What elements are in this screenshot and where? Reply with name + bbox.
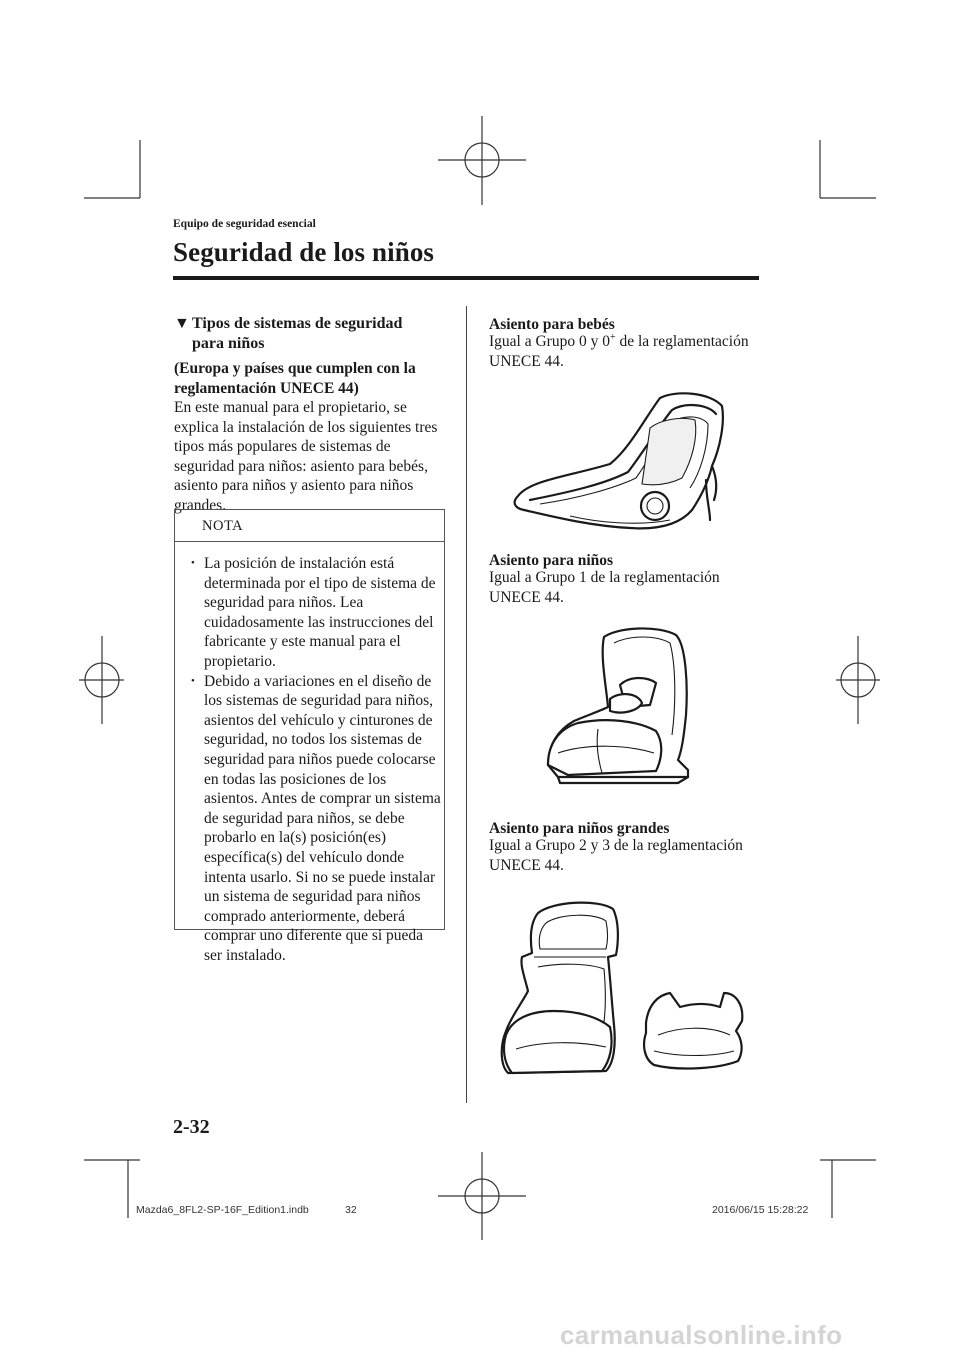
footer-timestamp: 2016/06/15 15:28:22 — [712, 1204, 809, 1216]
heading-line-1: Tipos de sistemas de seguridad — [192, 315, 403, 332]
infant-seat-text — [489, 332, 764, 371]
page-title: Seguridad de los niños — [173, 237, 435, 267]
junior-seat-text: Igual a Grupo 2 y 3 de la reglamentación UNECE 44. — [489, 837, 743, 874]
infant-text-a: Igual a Grupo 0 y 0 — [489, 333, 610, 350]
infant-seat-heading: Asiento para bebés — [489, 316, 615, 333]
infant-text-sup: + — [609, 332, 616, 343]
note-title: NOTA — [175, 510, 444, 542]
child-seat-text: Igual a Grupo 1 de la reglamentación UNECE 44. — [489, 569, 720, 606]
triangle-down-icon: ▼ — [174, 315, 190, 332]
child-seat-illustration — [538, 625, 698, 785]
note-item: • La posición de instalación está determinada por el tipo de sistema de seguridad para niños. Lea cuidadosamente las instrucciones del fabricante y este manual para el propietario. — [191, 554, 441, 672]
infant-text-b: de la reglamentación UNECE 44. — [489, 333, 749, 370]
region-note: (Europa y países que cumplen con la reglamentación UNECE 44) — [174, 360, 416, 397]
footer-filename: Mazda6_8FL2-SP-16F_Edition1.indb — [136, 1204, 309, 1216]
note-list — [191, 554, 441, 965]
junior-seat-heading: Asiento para niños grandes — [489, 820, 670, 837]
section-label: Equipo de seguridad esencial — [173, 218, 316, 230]
intro-paragraph: En este manual para el propietario, se explica la instalación de los siguientes tres tipos más populares de sistemas de seguridad para niños: asiento para bebés, asiento para niños y asiento para niños grandes. — [174, 399, 438, 514]
infant-seat-illustration — [510, 388, 730, 533]
note-item: • Debido a variaciones en el diseño de los sistemas de seguridad para niños, asientos del vehículo y cinturones de seguridad, no todos los sistemas de seguridad para niños puede colocarse en todas las posiciones de los asientos. Antes de comprar un sistema de seguridad para niños, se debe probarlo en la(s) posición(es) específica(s) del vehículo donde intenta usarlo. Si no se puede instalar un sistema de seguridad para niños comprado anteriormente, deberá comprar uno diferente que si pueda ser instalado. — [191, 672, 441, 966]
subsection-heading — [174, 314, 459, 354]
heading-line-2: para niños — [192, 335, 265, 352]
watermark: carmanualsonline.info — [560, 1320, 843, 1350]
footer-page: 32 — [345, 1204, 357, 1216]
page-number: 2-32 — [173, 1116, 210, 1138]
note-box — [174, 509, 445, 964]
child-seat-heading: Asiento para niños — [489, 552, 614, 569]
title-rule — [173, 276, 759, 280]
junior-seat-illustration — [498, 895, 773, 1080]
column-divider — [466, 306, 467, 1103]
